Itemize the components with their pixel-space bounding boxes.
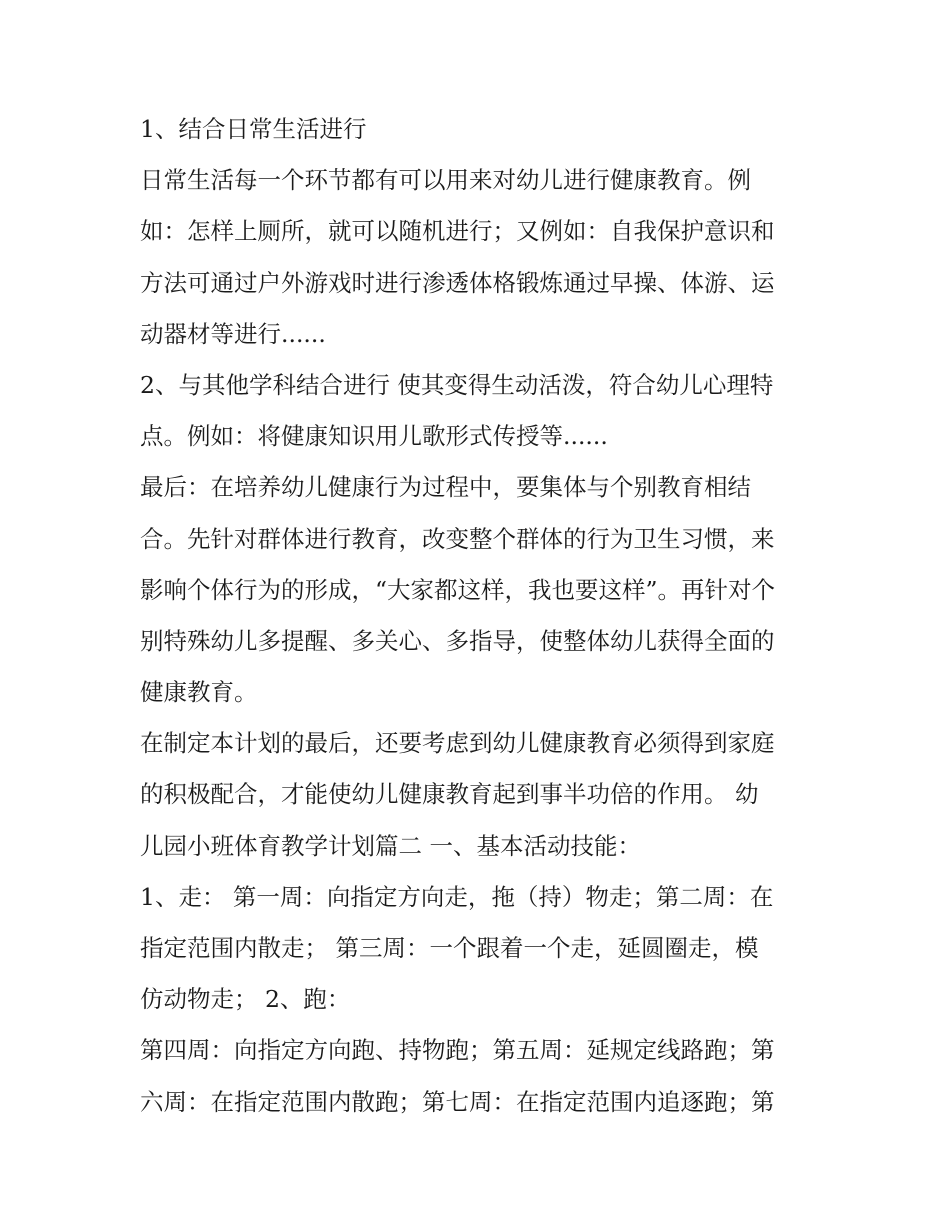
text-line: 六周：在指定范围内散跑；第七周：在指定范围内追逐跑；第 xyxy=(140,1087,775,1116)
text-line: 第四周：向指定方向跑、持物跑；第五周：延规定线路跑；第 xyxy=(140,1036,775,1065)
text-line: 日常生活每一个环节都有可以用来对幼儿进行健康教育。例 xyxy=(140,166,751,195)
text-line: 的积极配合，才能使幼儿健康教育起到事半功倍的作用。 幼 xyxy=(140,780,759,809)
document-body xyxy=(140,104,830,1128)
heading-daily-life: 1、结合日常生活进行 xyxy=(140,115,367,143)
text-line: 仿动物走； 2、跑： xyxy=(140,985,351,1014)
text-line: 点。例如：将健康知识用儿歌形式传授等...... xyxy=(140,422,608,451)
text-line: 最后：在培养幼儿健康行为过程中，要集体与个别教育相结 xyxy=(140,473,751,502)
text-line: 影响个体行为的形成，“大家都这样，我也要这样”。再针对个 xyxy=(140,575,776,604)
text-line: 健康教育。 xyxy=(140,678,258,707)
text-line: 别特殊幼儿多提醒、多关心、多指导，使整体幼儿获得全面的 xyxy=(140,626,775,655)
text-line: 方法可通过户外游戏时进行渗透体格锻炼通过早操、体游、运 xyxy=(140,268,775,297)
text-line: 指定范围内散走； 第三周：一个跟着一个走，延圆圈走，模 xyxy=(140,934,759,962)
text-line: 在制定本计划的最后，还要考虑到幼儿健康教育必须得到家庭 xyxy=(140,729,775,758)
heading-other-subjects: 2、与其他学科结合进行 使其变得生动活泼，符合幼儿心理特 xyxy=(140,370,774,399)
text-line: 儿园小班体育教学计划篇二 一、基本活动技能： xyxy=(140,831,641,860)
text-line: 1、走： 第一周：向指定方向走，拖（持）物走；第二周：在 xyxy=(140,882,774,911)
text-line: 合。先针对群体进行教育，改变整个群体的行为卫生习惯，来 xyxy=(140,524,775,553)
text-line: 如：怎样上厕所，就可以随机进行；又例如：自我保护意识和 xyxy=(140,217,775,246)
text-line: 动器材等进行...... xyxy=(140,319,326,348)
